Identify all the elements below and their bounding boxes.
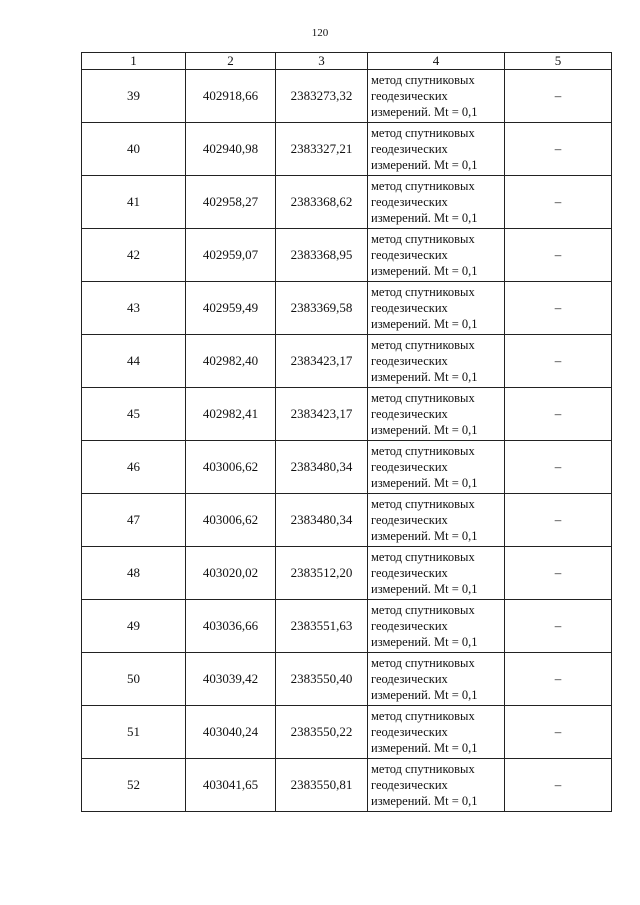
- y-coordinate-cell: 2383550,22: [276, 706, 368, 759]
- note-cell: –: [505, 335, 612, 388]
- table-row: [82, 229, 612, 282]
- point-number-cell: 46: [82, 441, 186, 494]
- point-number-cell: 48: [82, 547, 186, 600]
- table-header: [82, 53, 612, 70]
- y-coordinate-cell: 2383327,21: [276, 123, 368, 176]
- table-row: [82, 123, 612, 176]
- header-col-1: 1: [82, 53, 186, 70]
- note-cell: –: [505, 441, 612, 494]
- y-coordinate-cell: 2383550,81: [276, 759, 368, 812]
- table-row: [82, 653, 612, 706]
- x-coordinate-cell: 402918,66: [186, 70, 276, 123]
- header-col-3: 3: [276, 53, 368, 70]
- method-cell: метод спутниковых геодезических измерений. Mt = 0,1: [368, 759, 505, 812]
- y-coordinate-cell: 2383480,34: [276, 494, 368, 547]
- note-cell: –: [505, 70, 612, 123]
- note-cell: –: [505, 123, 612, 176]
- method-cell: метод спутниковых геодезических измерений. Mt = 0,1: [368, 600, 505, 653]
- x-coordinate-cell: 402959,49: [186, 282, 276, 335]
- table-row: [82, 547, 612, 600]
- method-cell: метод спутниковых геодезических измерений. Mt = 0,1: [368, 282, 505, 335]
- x-coordinate-cell: 402959,07: [186, 229, 276, 282]
- y-coordinate-cell: 2383480,34: [276, 441, 368, 494]
- method-cell: метод спутниковых геодезических измерений. Mt = 0,1: [368, 229, 505, 282]
- method-cell: метод спутниковых геодезических измерений. Mt = 0,1: [368, 706, 505, 759]
- note-cell: –: [505, 282, 612, 335]
- note-cell: –: [505, 547, 612, 600]
- y-coordinate-cell: 2383551,63: [276, 600, 368, 653]
- x-coordinate-cell: 402940,98: [186, 123, 276, 176]
- point-number-cell: 49: [82, 600, 186, 653]
- coordinates-table: [81, 52, 612, 812]
- point-number-cell: 42: [82, 229, 186, 282]
- y-coordinate-cell: 2383512,20: [276, 547, 368, 600]
- header-col-2: 2: [186, 53, 276, 70]
- table-row: [82, 706, 612, 759]
- x-coordinate-cell: 402982,41: [186, 388, 276, 441]
- table-row: [82, 70, 612, 123]
- table-row: [82, 759, 612, 812]
- method-cell: метод спутниковых геодезических измерений. Mt = 0,1: [368, 123, 505, 176]
- table-row: [82, 441, 612, 494]
- x-coordinate-cell: 403006,62: [186, 494, 276, 547]
- x-coordinate-cell: 403041,65: [186, 759, 276, 812]
- y-coordinate-cell: 2383368,95: [276, 229, 368, 282]
- note-cell: –: [505, 388, 612, 441]
- y-coordinate-cell: 2383550,40: [276, 653, 368, 706]
- method-cell: метод спутниковых геодезических измерений. Mt = 0,1: [368, 388, 505, 441]
- x-coordinate-cell: 402958,27: [186, 176, 276, 229]
- y-coordinate-cell: 2383369,58: [276, 282, 368, 335]
- header-row: [82, 53, 612, 70]
- note-cell: –: [505, 759, 612, 812]
- x-coordinate-cell: 402982,40: [186, 335, 276, 388]
- y-coordinate-cell: 2383368,62: [276, 176, 368, 229]
- point-number-cell: 41: [82, 176, 186, 229]
- note-cell: –: [505, 706, 612, 759]
- table-row: [82, 600, 612, 653]
- method-cell: метод спутниковых геодезических измерений. Mt = 0,1: [368, 441, 505, 494]
- x-coordinate-cell: 403020,02: [186, 547, 276, 600]
- y-coordinate-cell: 2383273,32: [276, 70, 368, 123]
- table-row: [82, 335, 612, 388]
- point-number-cell: 44: [82, 335, 186, 388]
- point-number-cell: 45: [82, 388, 186, 441]
- note-cell: –: [505, 600, 612, 653]
- point-number-cell: 43: [82, 282, 186, 335]
- table-row: [82, 282, 612, 335]
- header-col-4: 4: [368, 53, 505, 70]
- point-number-cell: 39: [82, 70, 186, 123]
- x-coordinate-cell: 403036,66: [186, 600, 276, 653]
- point-number-cell: 50: [82, 653, 186, 706]
- table-row: [82, 494, 612, 547]
- point-number-cell: 52: [82, 759, 186, 812]
- x-coordinate-cell: 403040,24: [186, 706, 276, 759]
- table-row: [82, 176, 612, 229]
- method-cell: метод спутниковых геодезических измерений. Mt = 0,1: [368, 547, 505, 600]
- note-cell: –: [505, 229, 612, 282]
- note-cell: –: [505, 176, 612, 229]
- method-cell: метод спутниковых геодезических измерений. Mt = 0,1: [368, 653, 505, 706]
- method-cell: метод спутниковых геодезических измерений. Mt = 0,1: [368, 70, 505, 123]
- point-number-cell: 47: [82, 494, 186, 547]
- x-coordinate-cell: 403039,42: [186, 653, 276, 706]
- header-col-5: 5: [505, 53, 612, 70]
- point-number-cell: 51: [82, 706, 186, 759]
- method-cell: метод спутниковых геодезических измерений. Mt = 0,1: [368, 494, 505, 547]
- note-cell: –: [505, 494, 612, 547]
- table-row: [82, 388, 612, 441]
- note-cell: –: [505, 653, 612, 706]
- page-number: 120: [311, 27, 329, 39]
- table-body: [82, 70, 612, 812]
- y-coordinate-cell: 2383423,17: [276, 335, 368, 388]
- method-cell: метод спутниковых геодезических измерений. Mt = 0,1: [368, 176, 505, 229]
- y-coordinate-cell: 2383423,17: [276, 388, 368, 441]
- method-cell: метод спутниковых геодезических измерений. Mt = 0,1: [368, 335, 505, 388]
- point-number-cell: 40: [82, 123, 186, 176]
- x-coordinate-cell: 403006,62: [186, 441, 276, 494]
